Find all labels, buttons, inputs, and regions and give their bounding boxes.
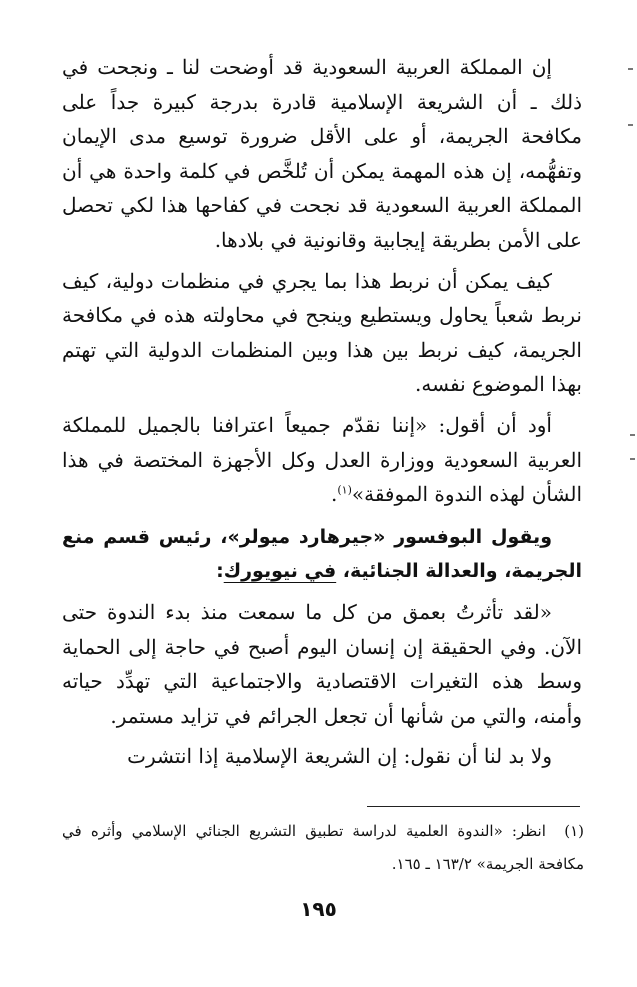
page-number: ١٩٥ bbox=[300, 897, 337, 921]
margin-mark bbox=[630, 434, 635, 436]
margin-mark bbox=[630, 458, 635, 460]
paragraph-1: إن المملكة العربية السعودية قد أوضحت لنا ـ ونجحت في ذلك ـ أن الشريعة الإسلامية قادرة بدرجة كبيرة جداً على مكافحة الجريمة، أو على الأقل ضرورة توسيع مدى الإيمان وتفهُّمه، إن هذه المهمة يمكن أن تُلخَّص في كلمة واحدة هي أن المملكة العربية السعودية قد نجحت في كفاحها هذا لكي تحصل على الأمن بطريقة إيجابية وقانونية في بلادها. bbox=[62, 55, 582, 252]
footnote-divider bbox=[367, 806, 580, 807]
footnote bbox=[62, 815, 584, 881]
paragraph-2: كيف يمكن أن نربط هذا بما يجري في منظمات دولية، كيف نربط شعباً يحاول ويستطيع وينجح في محاولته هذه في مكافحة الجريمة، كيف نربط بين هذا وبين المنظمات الدولية التي تهتم بهذا الموضوع نفسه. bbox=[62, 268, 582, 397]
footnote-reference: (١) bbox=[337, 483, 352, 497]
footnote-line bbox=[62, 815, 584, 881]
footnote-number: (١) bbox=[564, 822, 584, 840]
footnote-text: انظر: «الندوة العلمية لدراسة تطبيق التشريع الجنائي الإسلامي وأثره في مكافحة الجريمة» ١٦٣/٢ ـ ١٦٥. bbox=[62, 822, 584, 873]
paragraph-5: ولا بد لنا أن نقول: إن الشريعة الإسلامية إذا انتشرت bbox=[127, 744, 552, 769]
heading-text: ويقول البوفسور «جيرهارد ميولر»، رئيس قسم منع الجريمة، والعدالة الجنائية، bbox=[62, 525, 582, 583]
paragraph-3: أود أن أقول: «إننا نقدّم جميعاً اعترافنا بالجميل للمملكة العربية السعودية ووزارة العدل وكل الأجهزة المختصة في هذا الشأن لهذه الندوة الموفقة»$^{(١)}$. bbox=[62, 412, 582, 507]
paragraph-4: «لقد تأثرتُ بعمق من كل ما سمعت منذ بدء الندوة حتى الآن. وفي الحقيقة إن إنسان اليوم أصبح في حاجة إلى الحماية وسط هذه التغيرات الاقتصادية والاجتماعية التي تهدِّد حياته وأمنه، والتي من شأنها أن تجعل الجرائم في تزايد مستمر. bbox=[62, 599, 582, 728]
heading-colon: : bbox=[216, 560, 224, 583]
section-heading bbox=[62, 520, 582, 589]
margin-mark bbox=[628, 68, 633, 70]
paragraph-3-text: أود أن أقول: «إننا نقدّم جميعاً اعترافنا بالجميل للمملكة العربية السعودية ووزارة العدل وكل الأجهزة المختصة في هذا الشأن لهذه الندوة الموفقة» bbox=[62, 412, 582, 507]
margin-mark bbox=[628, 124, 633, 126]
main-text bbox=[62, 50, 582, 774]
heading-underlined-location: في نيويورك bbox=[223, 560, 337, 583]
